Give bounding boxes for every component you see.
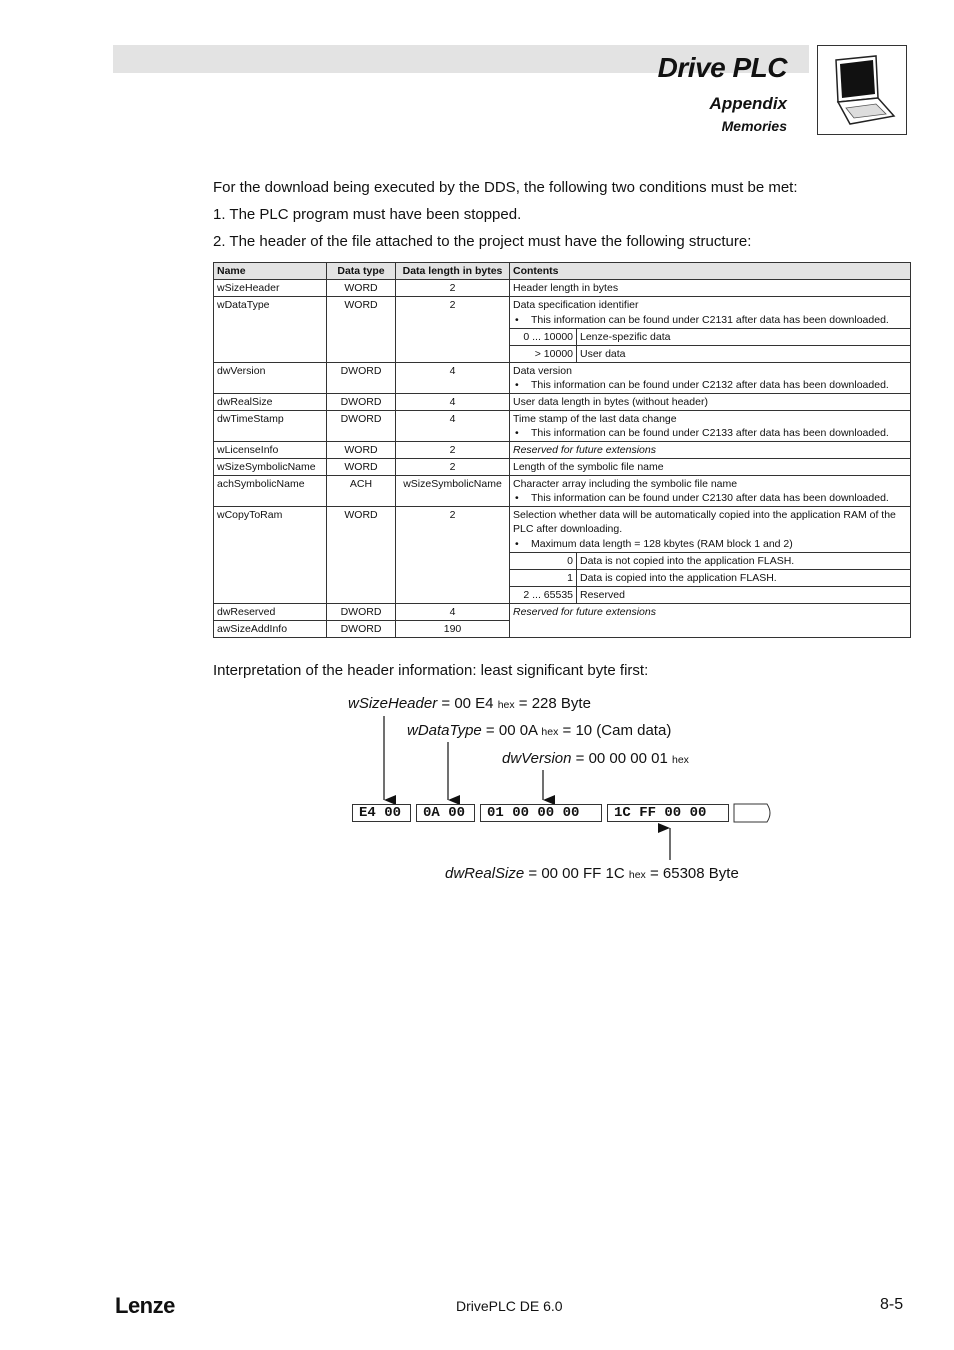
- subsection-title: Memories: [721, 118, 787, 134]
- cell-type: WORD: [327, 507, 396, 604]
- cell-length: 2: [396, 507, 510, 604]
- cell-type: DWORD: [327, 411, 396, 442]
- col-header-length: Data length in bytes: [396, 263, 510, 280]
- cell-type: DWORD: [327, 621, 396, 638]
- cell-length: 2: [396, 442, 510, 459]
- cell-length: 2: [396, 280, 510, 297]
- interpretation-text: Interpretation of the header information: least significant byte first:: [213, 662, 649, 679]
- sub-value: > 10000: [510, 346, 577, 363]
- document-id: DrivePLC DE 6.0: [456, 1298, 563, 1314]
- cell-name: dwTimeStamp: [214, 411, 327, 442]
- cell-type: ACH: [327, 476, 396, 507]
- bytes-wdatatype: 0A 00: [416, 804, 475, 822]
- contents-bullet: • This information can be found under C2133 after data has been downloaded.: [513, 426, 907, 440]
- contents-text: Data specification identifier: [513, 299, 639, 311]
- contents-bullet: • This information can be found under C2132 after data has been downloaded.: [513, 378, 907, 392]
- cell-contents: Reserved for future extensions: [510, 442, 911, 459]
- col-header-type: Data type: [327, 263, 396, 280]
- cell-name: wSizeHeader: [214, 280, 327, 297]
- label-wdatatype: wDataType = 00 0A hex = 10 (Cam data): [407, 722, 672, 739]
- cell-name: dwReserved: [214, 604, 327, 621]
- cell-name: wDataType: [214, 297, 327, 363]
- cell-type: WORD: [327, 459, 396, 476]
- sub-meaning: Lenze-spezific data: [577, 329, 911, 346]
- sub-meaning: User data: [577, 346, 911, 363]
- cell-length: 4: [396, 394, 510, 411]
- contents-text: Character array including the symbolic file name: [513, 478, 738, 490]
- section-title: Appendix: [709, 94, 787, 113]
- page-number: 8-5: [880, 1296, 904, 1313]
- contents-text: Data version: [513, 365, 572, 377]
- cell-length: 2: [396, 459, 510, 476]
- lenze-logo: Lenze: [115, 1293, 175, 1318]
- cell-name: achSymbolicName: [214, 476, 327, 507]
- cell-length: 4: [396, 411, 510, 442]
- condition-2: 2. The header of the file attached to the project must have the following structure:: [213, 233, 752, 250]
- contents-text: Time stamp of the last data change: [513, 413, 677, 425]
- col-header-contents: Contents: [510, 263, 911, 280]
- cell-length: 190: [396, 621, 510, 638]
- cell-type: DWORD: [327, 394, 396, 411]
- sub-meaning: Data is not copied into the application FLASH.: [577, 553, 911, 570]
- sub-meaning: Reserved: [577, 587, 911, 604]
- cell-name: awSizeAddInfo: [214, 621, 327, 638]
- cell-type: WORD: [327, 297, 396, 363]
- sub-value: 0: [510, 553, 577, 570]
- cell-contents: Reserved for future extensions: [510, 604, 911, 638]
- label-wsizeheader: wSizeHeader = 00 E4 hex = 228 Byte: [348, 695, 591, 712]
- sub-meaning: Data is copied into the application FLASH.: [577, 570, 911, 587]
- bytes-wsizeheader: E4 00: [352, 804, 411, 822]
- bytes-dwrealsize: 1C FF 00 00: [607, 804, 729, 822]
- sub-value: 1: [510, 570, 577, 587]
- sub-value: 0 ... 10000: [510, 329, 577, 346]
- cell-length: wSizeSymbolicName: [396, 476, 510, 507]
- cell-type: WORD: [327, 442, 396, 459]
- contents-bullet: • This information can be found under C2131 after data has been downloaded.: [510, 313, 910, 328]
- cell-name: wLicenseInfo: [214, 442, 327, 459]
- contents-text: Selection whether data will be automatically copied into the application RAM of the PLC after downloading.: [513, 509, 896, 535]
- cell-length: 4: [396, 363, 510, 394]
- cell-contents: User data length in bytes (without header): [510, 394, 911, 411]
- cell-length: 2: [396, 297, 510, 363]
- cell-type: DWORD: [327, 604, 396, 621]
- cell-length: 4: [396, 604, 510, 621]
- cell-type: DWORD: [327, 363, 396, 394]
- cell-name: dwVersion: [214, 363, 327, 394]
- bytes-dwversion: 01 00 00 00: [480, 804, 602, 822]
- cell-name: dwRealSize: [214, 394, 327, 411]
- col-header-name: Name: [214, 263, 327, 280]
- intro-line: For the download being executed by the DDS, the following two conditions must be met:: [213, 179, 798, 196]
- cell-name: wCopyToRam: [214, 507, 327, 604]
- label-dwversion: dwVersion = 00 00 00 01 hex: [502, 750, 689, 767]
- page-title: Drive PLC: [657, 52, 787, 83]
- condition-1: 1. The PLC program must have been stopped.: [213, 206, 522, 223]
- contents-bullet: • This information can be found under C2130 after data has been downloaded.: [513, 491, 907, 505]
- cell-name: wSizeSymbolicName: [214, 459, 327, 476]
- cell-contents: Header length in bytes: [510, 280, 911, 297]
- cell-contents: Length of the symbolic file name: [510, 459, 911, 476]
- cell-type: WORD: [327, 280, 396, 297]
- sub-value: 2 ... 65535: [510, 587, 577, 604]
- label-dwrealsize: dwRealSize = 00 00 FF 1C hex = 65308 Byte: [445, 865, 739, 882]
- contents-bullet: • Maximum data length = 128 kbytes (RAM block 1 and 2): [510, 537, 910, 552]
